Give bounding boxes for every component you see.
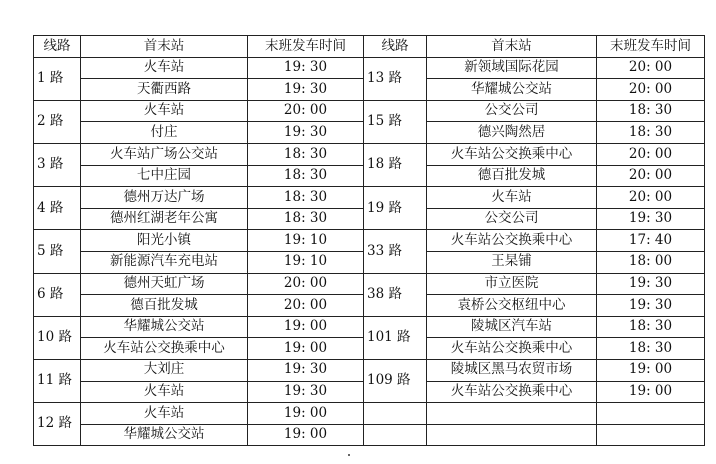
- departure-time: 18: 30: [597, 338, 705, 360]
- departure-time: 20: 00: [597, 187, 705, 209]
- stop-name: 王杲铺: [427, 251, 597, 273]
- stop-name: 德州万达广场: [81, 187, 248, 209]
- stop-name: 德百批发城: [81, 295, 248, 317]
- departure-time: 18: 30: [597, 316, 705, 338]
- stop-name: 火车站公交换乘中心: [427, 143, 597, 165]
- stop-name: 火车站: [81, 57, 248, 79]
- departure-time: 20: 00: [248, 100, 364, 122]
- route-label: 10 路: [34, 316, 81, 359]
- stop-name: 火车站公交换乘中心: [427, 381, 597, 403]
- route-label: 6 路: [34, 273, 81, 316]
- page-dot: [348, 454, 350, 456]
- header-route: 线路: [34, 36, 81, 58]
- route-label: 1 路: [34, 57, 81, 100]
- departure-time: 20: 00: [597, 143, 705, 165]
- stop-name: 火车站: [81, 403, 248, 425]
- route-label: 12 路: [34, 403, 81, 446]
- departure-time: 20: 00: [597, 57, 705, 79]
- stop-name: 火车站公交换乘中心: [81, 338, 248, 360]
- table-row: [34, 143, 705, 165]
- departure-time: 19: 10: [248, 251, 364, 273]
- stop-name: 新能源汽车充电站: [81, 251, 248, 273]
- stop-name: 付庄: [81, 122, 248, 144]
- table-row: [34, 187, 705, 209]
- departure-time: 19: 00: [248, 424, 364, 446]
- route-label: 101 路: [364, 316, 427, 359]
- departure-time: 19: 30: [597, 208, 705, 230]
- stop-name: 袁桥公交枢纽中心: [427, 295, 597, 317]
- departure-time: 18: 30: [597, 122, 705, 144]
- table-row: [34, 403, 705, 425]
- table-row: [34, 100, 705, 122]
- table-row: [34, 359, 705, 381]
- route-label: 109 路: [364, 359, 427, 402]
- departure-time: 19: 10: [248, 230, 364, 252]
- stop-name: 火车站广场公交站: [81, 143, 248, 165]
- empty-cell: [364, 403, 427, 425]
- departure-time: 19: 30: [248, 381, 364, 403]
- table-row: [34, 316, 705, 338]
- stop-name: 天衢西路: [81, 79, 248, 101]
- departure-time: 20: 00: [248, 273, 364, 295]
- stop-name: 德州红湖老年公寓: [81, 208, 248, 230]
- stop-name: 德百批发城: [427, 165, 597, 187]
- route-label: 38 路: [364, 273, 427, 316]
- bus-schedule-table: [33, 35, 705, 446]
- stop-name: 大刘庄: [81, 359, 248, 381]
- header-stops: 首末站: [81, 36, 248, 58]
- stop-name: 华耀城公交站: [81, 424, 248, 446]
- empty-cell: [364, 424, 427, 446]
- departure-time: 19: 00: [248, 338, 364, 360]
- route-label: 13 路: [364, 57, 427, 100]
- departure-time: 19: 30: [248, 57, 364, 79]
- departure-time: 19: 30: [248, 122, 364, 144]
- departure-time: 20: 00: [597, 165, 705, 187]
- stop-name: 火车站: [81, 100, 248, 122]
- departure-time: 18: 00: [597, 251, 705, 273]
- table-row: [34, 230, 705, 252]
- schedule-body: [34, 36, 705, 446]
- departure-time: 20: 00: [597, 79, 705, 101]
- header-last-departure-right: 末班发车时间: [597, 36, 705, 58]
- header-last-departure: 末班发车时间: [248, 36, 364, 58]
- stop-name: 陵城区汽车站: [427, 316, 597, 338]
- route-label: 2 路: [34, 100, 81, 143]
- stop-name: 七中庄园: [81, 165, 248, 187]
- departure-time: 19: 30: [248, 359, 364, 381]
- stop-name: 华耀城公交站: [81, 316, 248, 338]
- empty-cell: [597, 403, 705, 425]
- stop-name: 市立医院: [427, 273, 597, 295]
- stop-name: 火车站: [81, 381, 248, 403]
- stop-name: 火车站公交换乘中心: [427, 230, 597, 252]
- departure-time: 19: 30: [597, 273, 705, 295]
- route-label: 33 路: [364, 230, 427, 273]
- stop-name: 陵城区黑马农贸市场: [427, 359, 597, 381]
- route-label: 18 路: [364, 143, 427, 186]
- stop-name: 华耀城公交站: [427, 79, 597, 101]
- departure-time: 18: 30: [248, 143, 364, 165]
- stop-name: 德州天虹广场: [81, 273, 248, 295]
- header-route-right: 线路: [364, 36, 427, 58]
- departure-time: 18: 30: [248, 187, 364, 209]
- route-label: 5 路: [34, 230, 81, 273]
- table-row: [34, 273, 705, 295]
- header-stops-right: 首末站: [427, 36, 597, 58]
- departure-time: 19: 00: [597, 381, 705, 403]
- departure-time: 17: 40: [597, 230, 705, 252]
- departure-time: 19: 00: [248, 403, 364, 425]
- departure-time: 19: 00: [597, 359, 705, 381]
- stop-name: 火车站: [427, 187, 597, 209]
- empty-cell: [427, 403, 597, 425]
- route-label: 11 路: [34, 359, 81, 402]
- stop-name: 新领域国际花园: [427, 57, 597, 79]
- route-label: 3 路: [34, 143, 81, 186]
- empty-cell: [597, 424, 705, 446]
- route-label: 4 路: [34, 187, 81, 230]
- empty-cell: [427, 424, 597, 446]
- departure-time: 18: 30: [248, 165, 364, 187]
- departure-time: 19: 30: [597, 295, 705, 317]
- stop-name: 公交公司: [427, 208, 597, 230]
- departure-time: 20: 00: [248, 295, 364, 317]
- route-label: 15 路: [364, 100, 427, 143]
- route-label: 19 路: [364, 187, 427, 230]
- departure-time: 19: 00: [248, 316, 364, 338]
- table-row: [34, 57, 705, 79]
- stop-name: 阳光小镇: [81, 230, 248, 252]
- departure-time: 19: 30: [248, 79, 364, 101]
- departure-time: 18: 30: [597, 100, 705, 122]
- stop-name: 火车站公交换乘中心: [427, 338, 597, 360]
- stop-name: 公交公司: [427, 100, 597, 122]
- header-row: [34, 36, 705, 58]
- table-row: [34, 424, 705, 446]
- stop-name: 德兴陶然居: [427, 122, 597, 144]
- departure-time: 18: 30: [248, 208, 364, 230]
